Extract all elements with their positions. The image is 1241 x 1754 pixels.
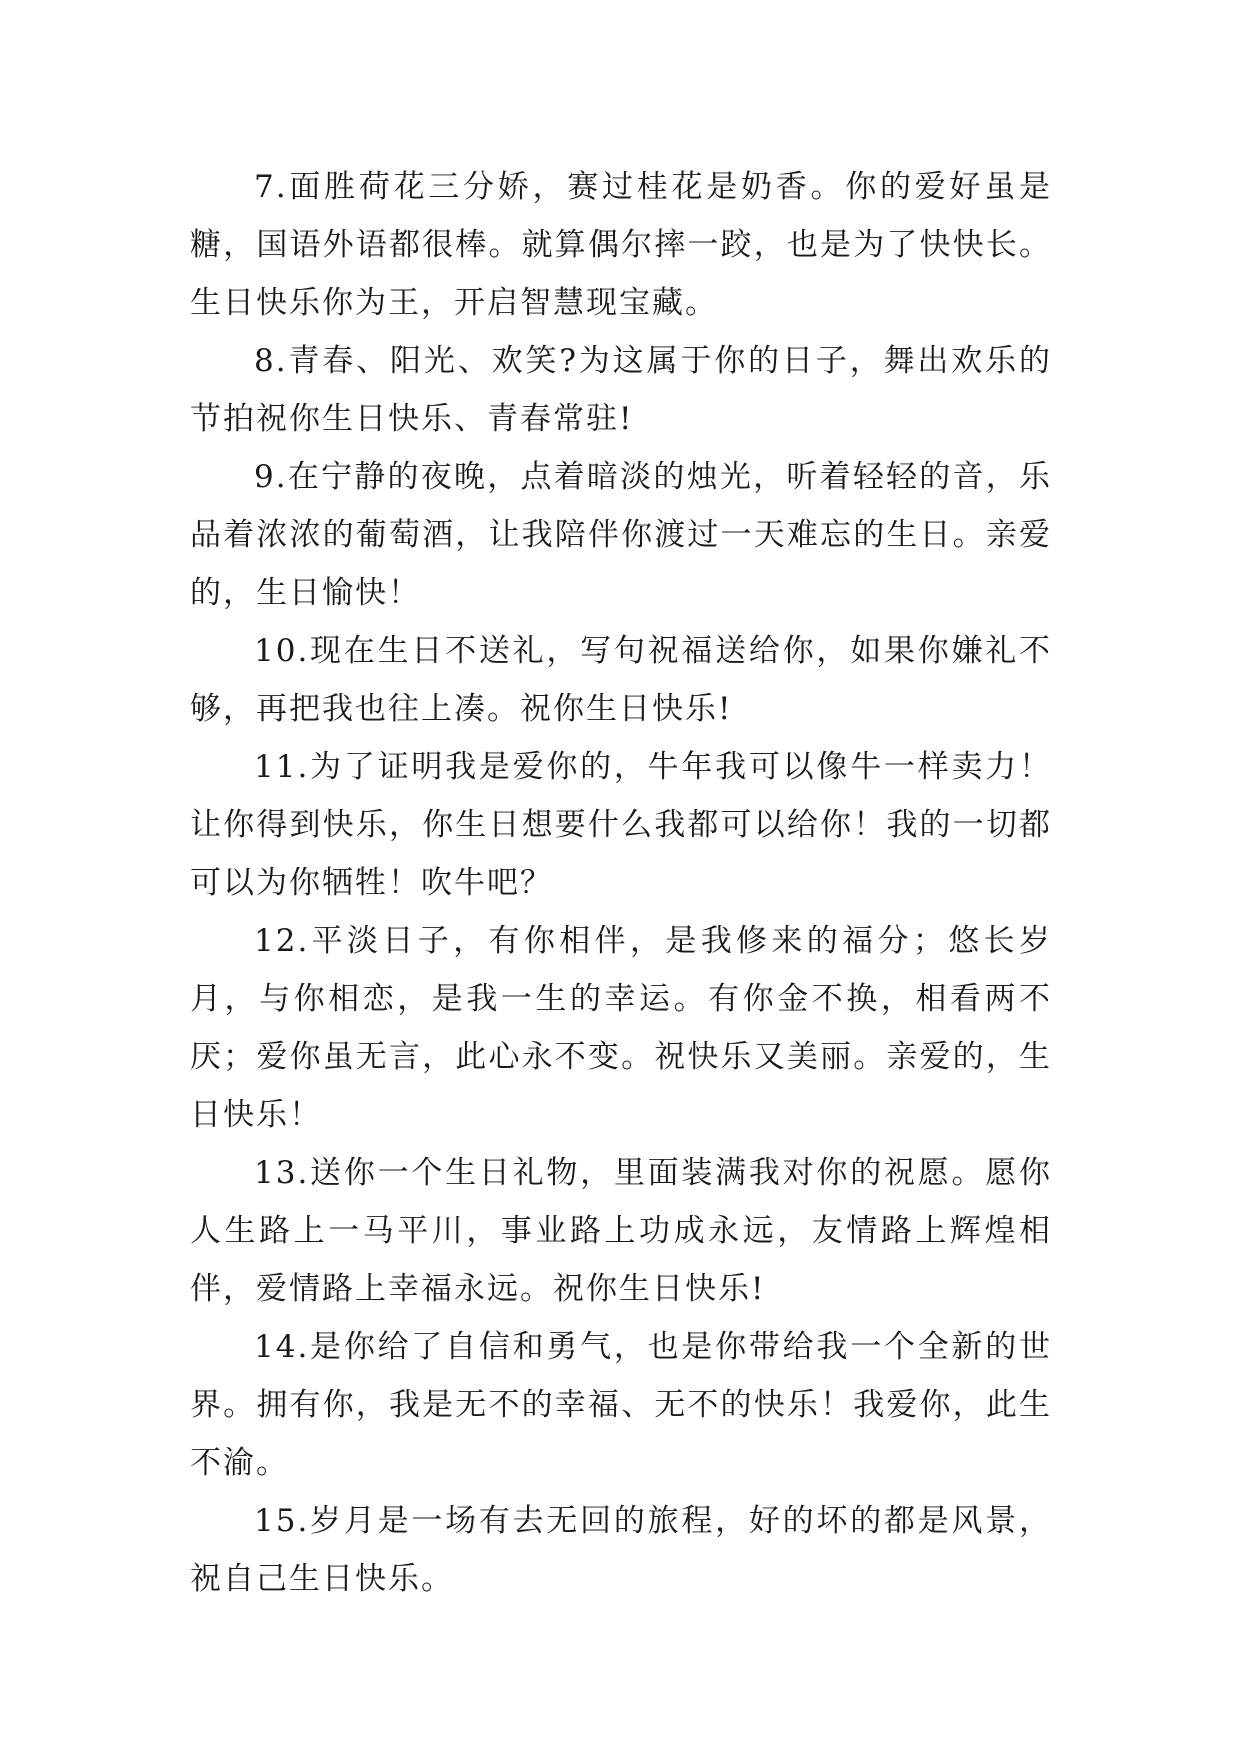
paragraph-8: 8.青春、阳光、欢笑?为这属于你的日子，舞出欢乐的节拍祝你生日快乐、青春常驻! bbox=[190, 343, 1052, 437]
paragraph-7: 7.面胜荷花三分娇，赛过桂花是奶香。你的爱好虽是糖，国语外语都很棒。就算偶尔摔一跤，也是为了快快长。生日快乐你为王，开启智慧现宝藏。 bbox=[190, 169, 1052, 321]
document-body bbox=[190, 158, 1052, 1608]
paragraph-13: 13.送你一个生日礼物，里面装满我对你的祝愿。愿你人生路上一马平川，事业路上功成永远，友情路上辉煌相伴，爱情路上幸福永远。祝你生日快乐! bbox=[190, 1155, 1052, 1307]
paragraph-9: 9.在宁静的夜晚，点着暗淡的烛光，听着轻轻的音，乐品着浓浓的葡萄酒，让我陪伴你渡过一天难忘的生日。亲爱的，生日愉快！ bbox=[190, 459, 1052, 611]
paragraph-11: 11.为了证明我是爱你的，牛年我可以像牛一样卖力！让你得到快乐，你生日想要什么我都可以给你！我的一切都可以为你牺牲！吹牛吧？ bbox=[190, 749, 1052, 901]
paragraph-15: 15.岁月是一场有去无回的旅程，好的坏的都是风景，祝自己生日快乐。 bbox=[190, 1503, 1052, 1597]
paragraph-12: 12.平淡日子，有你相伴，是我修来的福分；悠长岁月，与你相恋，是我一生的幸运。有你金不换，相看两不厌；爱你虽无言，此心永不变。祝快乐又美丽。亲爱的，生日快乐！ bbox=[190, 923, 1052, 1133]
paragraph-14: 14.是你给了自信和勇气，也是你带给我一个全新的世界。拥有你，我是无不的幸福、无不的快乐！我爱你，此生不渝。 bbox=[190, 1329, 1052, 1481]
paragraph-10: 10.现在生日不送礼，写句祝福送给你，如果你嫌礼不够，再把我也往上凑。祝你生日快乐! bbox=[190, 633, 1052, 727]
